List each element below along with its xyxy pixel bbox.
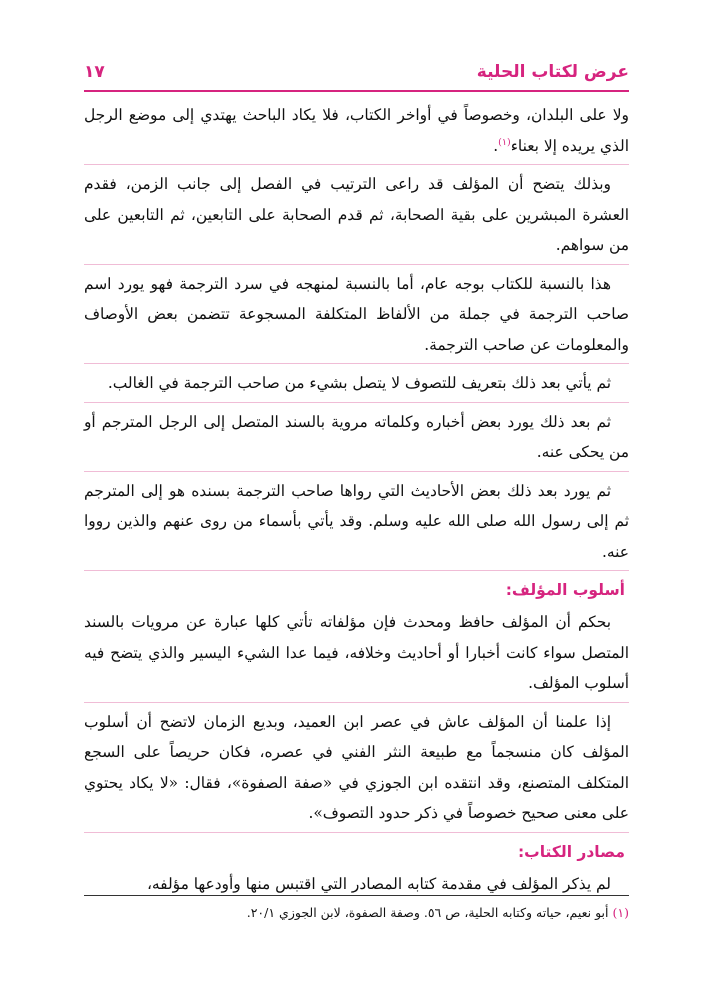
paragraph: ثم بعد ذلك يورد بعض أخباره وكلماته مروية بالسند المتصل إلى الرجل المترجم أو من يحكى عنه. bbox=[84, 407, 629, 472]
footnote bbox=[84, 902, 629, 924]
paragraph bbox=[84, 100, 629, 165]
footnote-ref: (١) bbox=[498, 136, 511, 148]
paragraph: إذا علمنا أن المؤلف عاش في عصر ابن العميد، وبديع الزمان لاتضح أن أسلوب المؤلف كان منسجماً مع طبيعة النثر الفني في عصره، فكان حريصاً على السجع المتكلف المتصنع، وقد انتقده ابن الجوزي في «صفة الصفوة»، فقال: «لا يكاد يحتوي على معنى صحيح خصوصاً في ذكر حدود التصوف». bbox=[84, 707, 629, 833]
paragraph: لم يذكر المؤلف في مقدمة كتابه المصادر التي اقتبس منها وأودعها مؤلفه، bbox=[146, 874, 611, 893]
page-number: ١٧ bbox=[84, 62, 105, 82]
paragraph: هذا بالنسبة للكتاب بوجه عام، أما بالنسبة لمنهجه في سرد الترجمة فهو يورد اسم صاحب الترجمة في جملة من الألفاظ المتكلفة المسجوعة تتضمن بعض الأوصاف والمعلومات عن صاحب الترجمة. bbox=[84, 269, 629, 365]
paragraph-tail: . bbox=[493, 136, 499, 155]
footnote-text: أبو نعيم، حياته وكتابه الحلية، ص ٥٦. وصفة الصفوة، لابن الجوزي ٢٠/١. bbox=[246, 905, 609, 920]
section-heading-sources: مصادر الكتاب: bbox=[517, 842, 625, 861]
body-text bbox=[84, 100, 629, 906]
footnote-number: (١) bbox=[612, 905, 629, 920]
paragraph: بحكم أن المؤلف حافظ ومحدث فإن مؤلفاته تأتي كلها عبارة عن مرويات بالسند المتصل سواء كانت أخبارا أو أحاديث وخلافه، فيما عدا الشيء اليسير والذي يتضح فيه أسلوب المؤلف. bbox=[84, 607, 629, 703]
section-heading-style: أسلوب المؤلف: bbox=[505, 581, 625, 599]
header-title: عرض لكتاب الحلية bbox=[476, 62, 629, 82]
running-header bbox=[84, 58, 629, 92]
paragraph: ثم يأتي بعد ذلك بتعريف للتصوف لا يتصل بشيء من صاحب الترجمة في الغالب. bbox=[84, 368, 629, 403]
paragraph-text: ولا على البلدان، وخصوصاً في أواخر الكتاب، فلا يكاد الباحث يهتدي إلى موضع الرجل الذي يريده إلا بعناء bbox=[84, 106, 629, 155]
footnotes bbox=[84, 895, 629, 924]
paragraph: وبذلك يتضح أن المؤلف قد راعى الترتيب في الفصل إلى جانب الزمن، فقدم العشرة المبشرين على بقية الصحابة، ثم قدم الصحابة على التابعين، ثم التابعين على من سواهم. bbox=[84, 169, 629, 265]
paragraph: ثم يورد بعد ذلك بعض الأحاديث التي رواها صاحب الترجمة بسنده هو إلى المترجم ثم إلى رسول الله صلى الله عليه وسلم. وقد يأتي بأسماء من روى عنهم والذين رووا عنه. bbox=[84, 476, 629, 572]
